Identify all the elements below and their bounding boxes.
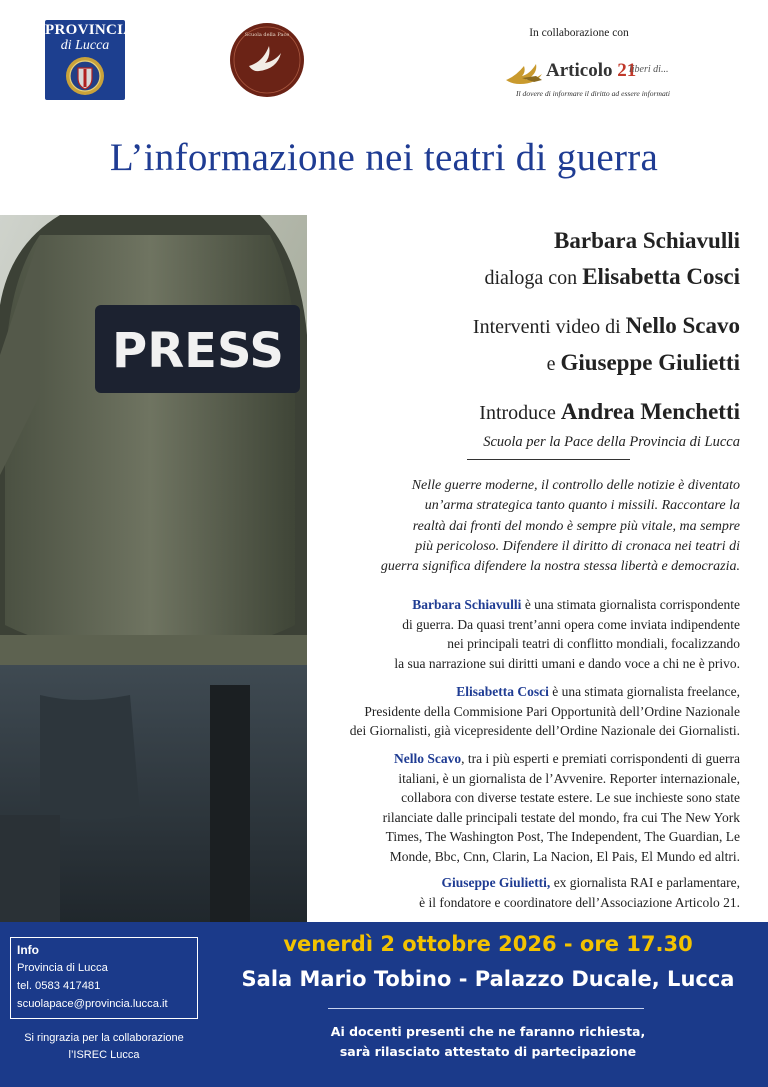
video-and: e: [546, 353, 561, 375]
speaker-intro: [479, 399, 740, 425]
bio-scavo: [300, 749, 740, 867]
info-title: Info: [17, 943, 39, 957]
collab-label: In collaborazione con: [529, 27, 629, 39]
divider: [467, 459, 630, 460]
articolo21-tagline: Il dovere di informare il diritto ad essere informati: [516, 89, 670, 98]
intro-prefix: Introduce: [479, 402, 561, 424]
bio-name: Giuseppe Giulietti,: [441, 875, 551, 890]
bio-name: Barbara Schiavulli: [412, 597, 522, 612]
page-title: L’informazione nei teatri di guerra: [109, 136, 659, 179]
bio-line: è il fondatore e coordinatore dell’Associazione Articolo 21.: [419, 894, 740, 910]
press-vest-photo: [0, 215, 307, 922]
bio-line: collabora con diverse testate estere. Le sue inchieste sono state: [401, 790, 740, 806]
bio-line: dei Giornalisti, già vicepresidente dell’Ordine Nazionale dei Giornalisti.: [349, 723, 740, 739]
intro-line: guerra significa difendere la nostra stessa libertà e democrazia.: [380, 559, 740, 575]
intro-line: Nelle guerre moderne, il controllo delle notizie è diventato: [411, 478, 740, 493]
articolo21-logo: [504, 58, 674, 102]
thanks-line: l’ISREC Lucca: [68, 1049, 140, 1061]
bio-line: Presidente della Commisione Pari Opportunità dell’Ordine Nazionale: [364, 703, 740, 719]
dialog-name: Elisabetta Cosci: [582, 264, 740, 289]
speaker-dialog: [484, 264, 740, 290]
speaker-video: [473, 313, 740, 339]
bio-cosci: [300, 682, 740, 741]
crest-icon: [62, 56, 108, 96]
logo-provincia-line1: PROVINCIA: [45, 22, 135, 38]
note-line: Ai docenti presenti che ne faranno richiesta,: [330, 1024, 646, 1039]
bio-line: italiani, è un giornalista de l’Avvenire. Reporter internazionale,: [398, 770, 740, 786]
eagle-icon: [504, 58, 550, 88]
intro-line: realtà dai fronti del mondo è sempre più vitale, ma sempre: [412, 518, 740, 534]
bio-line: Times, The Washington Post, The Independent, The Guardian, Le: [385, 829, 740, 845]
footer-divider: [328, 1008, 644, 1009]
bio-line: rilanciate dalle principali testate del mondo, fra cui The New York: [382, 809, 740, 825]
footer-band: [0, 922, 768, 1087]
speaker-video-2: [547, 350, 740, 376]
bio-line: è una stimata giornalista corrispondente: [521, 597, 740, 612]
event-date: venerdì 2 ottobre 2026 - ore 17.30: [283, 932, 693, 956]
thanks-line: Si ringrazia per la collaborazione: [24, 1032, 184, 1044]
intro-line: più pericoloso. Difendere il diritto di cronaca nei teatri di: [415, 538, 740, 554]
event-venue: Sala Mario Tobino - Palazzo Ducale, Lucca: [241, 967, 735, 991]
bio-name: Elisabetta Cosci: [456, 684, 549, 699]
bio-line: la sua narrazione sui diritti umani e dando voce a chi ne è privo.: [394, 655, 740, 671]
intro-line: un’arma strategica tanto quanto i missili. Raccontare la: [424, 498, 740, 514]
bio-line: , tra i più esperti e premiati corrispondenti di guerra: [461, 751, 740, 766]
video-prefix: Interventi video di: [472, 316, 626, 338]
info-phone: tel. 0583 417481: [17, 980, 101, 992]
logo-provincia-line2: di Lucca: [60, 38, 110, 53]
bio-name: Nello Scavo: [393, 751, 462, 766]
bio-giulietti: [300, 873, 740, 912]
articolo21-sub: liberi di...: [629, 64, 669, 75]
bio-line: è una stimata giornalista freelance,: [548, 684, 740, 699]
bio-line: Monde, Bbc, Cnn, Clarin, La Nacion, El Pais, El Mundo ed altri.: [389, 848, 740, 864]
logo-scuola-text: Scuola della Pace: [244, 32, 290, 38]
bio-line: di guerra. Da quasi trent’anni opera come inviata indipendente: [402, 616, 740, 632]
provincia-di-lucca-logo: [45, 20, 135, 100]
info-line: Provincia di Lucca: [17, 962, 108, 974]
intro-name: Andrea Menchetti: [560, 399, 740, 424]
bio-line: ex giornalista RAI e parlamentare,: [550, 875, 740, 890]
articolo21-name: Articolo 21: [546, 60, 637, 81]
note-line: sarà rilasciato attestato di partecipazione: [339, 1044, 637, 1059]
intro-role: Scuola per la Pace della Provincia di Lucca: [483, 434, 740, 450]
speaker-main: Barbara Schiavulli: [554, 228, 740, 253]
info-email-link[interactable]: scuolapace@provincia.lucca.it: [17, 998, 168, 1010]
scuola-della-pace-logo: [229, 22, 305, 98]
video-name-1: Nello Scavo: [625, 313, 740, 338]
bio-line: nei principali teatri di conflitto mondiali, focalizzando: [447, 636, 740, 652]
press-patch-text: PRESS: [112, 323, 284, 379]
info-box: [10, 937, 198, 1019]
dialog-prefix: dialoga con: [484, 267, 583, 289]
video-name-2: Giuseppe Giulietti: [560, 350, 740, 375]
intro-paragraph: [300, 476, 740, 577]
bio-schiavulli: [300, 595, 740, 673]
